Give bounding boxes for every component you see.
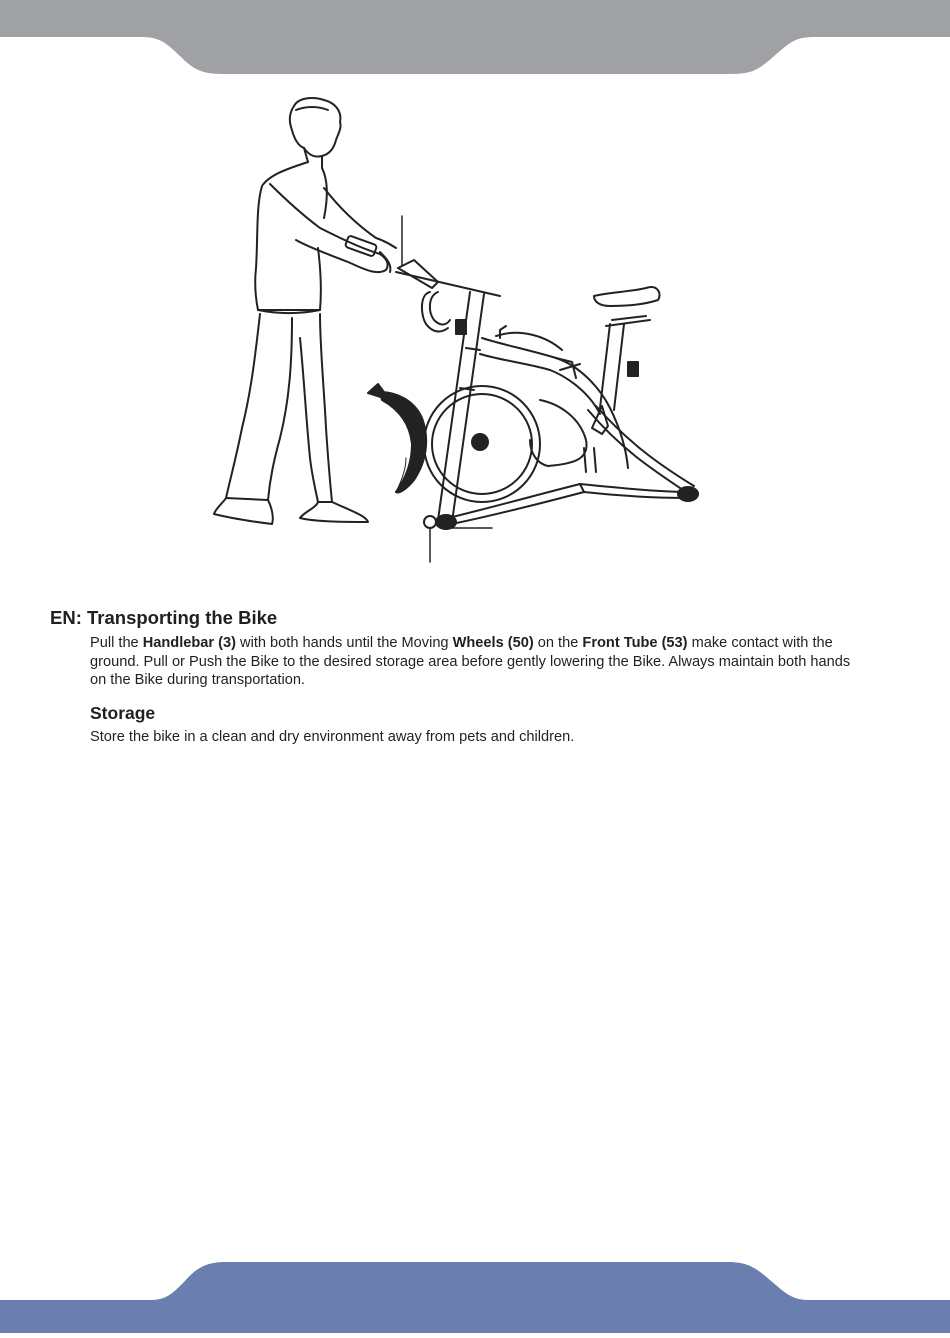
storage-heading: Storage — [90, 702, 156, 723]
front-tube-term: Front Tube (53) — [582, 635, 688, 651]
transport-paragraph — [90, 634, 870, 690]
header-band — [0, 0, 950, 80]
section-body — [90, 634, 870, 746]
content — [50, 606, 870, 746]
person-figure — [214, 98, 396, 524]
curved-arrow-icon — [368, 384, 426, 493]
handlebar-term: Handlebar (3) — [142, 635, 236, 651]
storage-paragraph: Store the bike in a clean and dry environment away from pets and children. — [90, 728, 575, 745]
person-bike-illustration-icon — [200, 88, 720, 568]
wheels-term: Wheels (50) — [452, 635, 534, 651]
paragraph-run: with both hands until the Moving — [236, 635, 453, 651]
paragraph-run: Pull the — [90, 635, 143, 651]
header-band-shape — [0, 0, 950, 74]
footer-band — [0, 1258, 950, 1333]
paragraph-run: make contact with the ground. Pull or Push the Bike to the desired storage area before gently lowering the Bike. Always maintain both hands on the Bike during transportation. — [90, 635, 851, 688]
footer-band-shape — [0, 1262, 950, 1333]
section-title: EN: Transporting the Bike — [50, 607, 278, 628]
exercise-bike — [396, 260, 698, 529]
transport-illustration — [200, 88, 720, 568]
paragraph-run: on the — [533, 635, 583, 651]
